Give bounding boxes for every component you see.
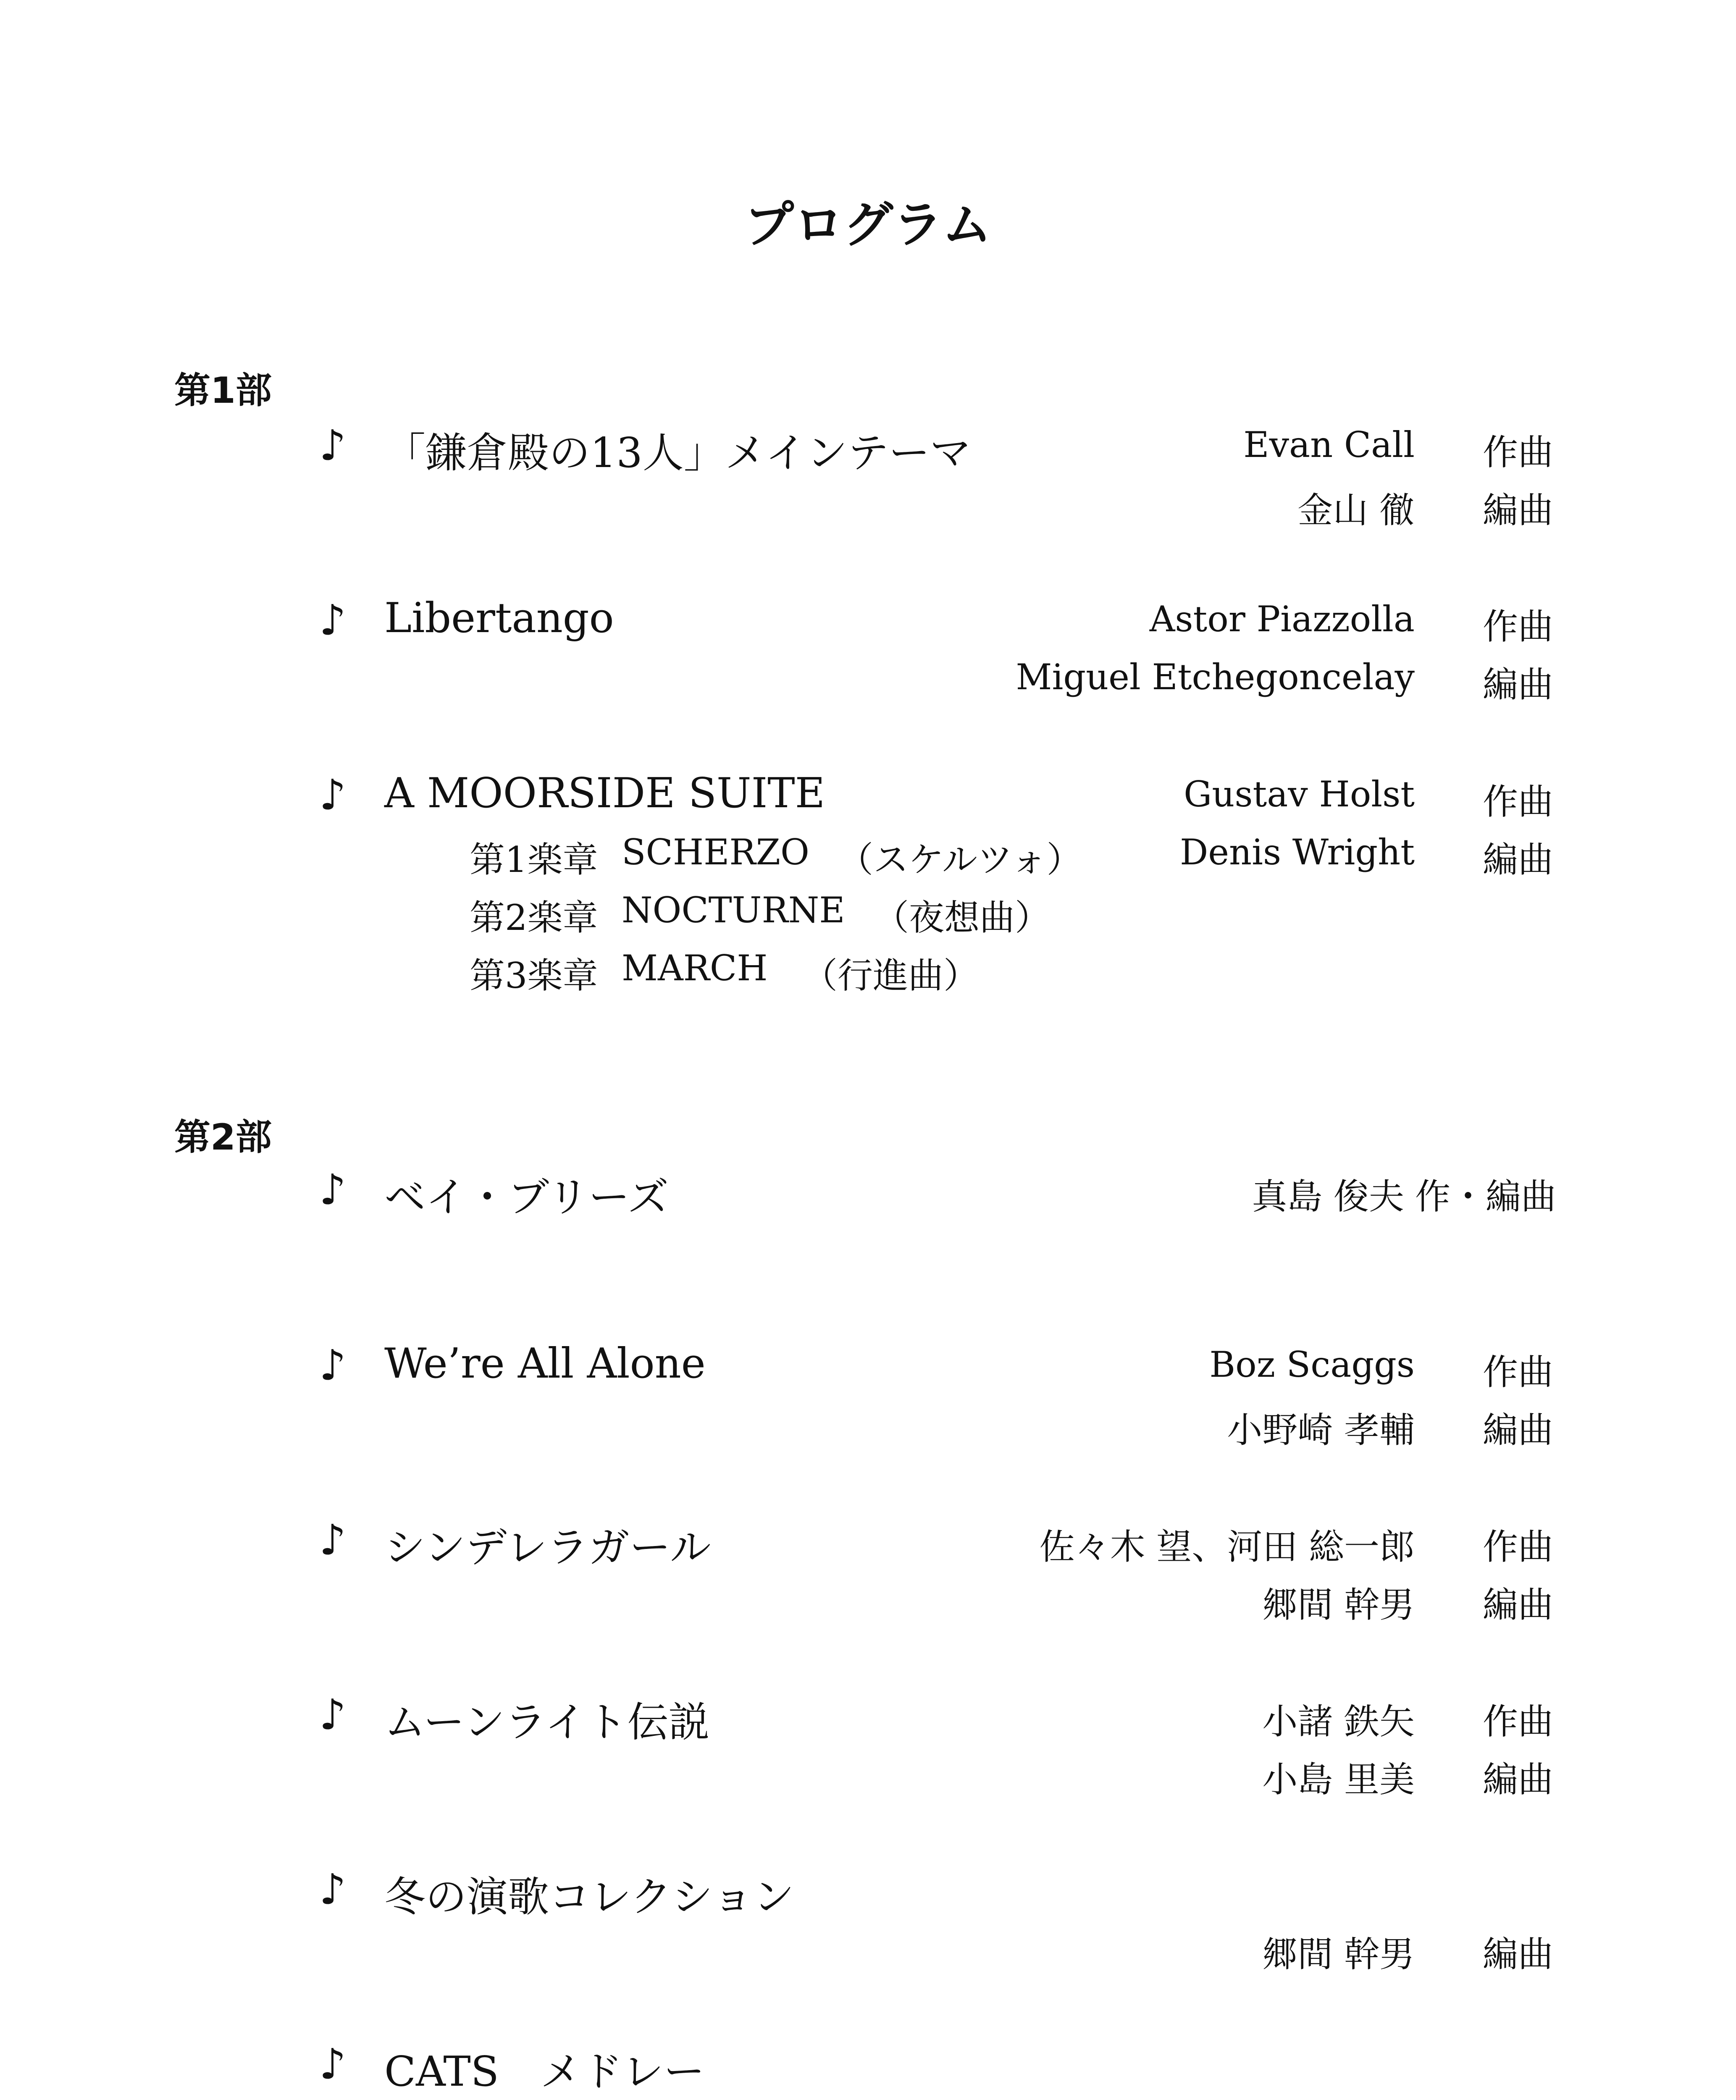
music-note-icon: ♪	[319, 1515, 346, 1564]
credit-role: 作曲	[1483, 432, 1554, 473]
credit-name: Denis Wright	[1179, 832, 1415, 873]
movement-number: 第1楽章	[470, 839, 598, 880]
credit-role: 編曲	[1483, 490, 1554, 531]
movement-name: MARCH	[622, 948, 768, 989]
credit-name: Boz Scaggs	[1209, 1344, 1415, 1385]
credit-role: 作曲	[1483, 606, 1554, 647]
part1-heading: 第1部	[174, 370, 272, 412]
music-note-icon: ♪	[319, 1865, 346, 1914]
credit-name: Evan Call	[1243, 424, 1415, 465]
credit-role: 作曲	[1483, 781, 1554, 822]
piece-title: We’re All Alone	[384, 1340, 706, 1388]
piece-title: Libertango	[384, 594, 614, 642]
credit-name: 真島 俊夫	[1252, 1176, 1404, 1217]
movement-number: 第2楽章	[470, 897, 598, 938]
piece-title: ムーンライト伝説	[384, 1698, 710, 1746]
credit-name: 郷間 幹男	[1262, 1934, 1415, 1975]
music-note-icon: ♪	[319, 1341, 346, 1390]
credit-name: 小島 里美	[1262, 1759, 1415, 1800]
music-note-icon: ♪	[319, 596, 346, 645]
credit-role: 作・編曲	[1415, 1176, 1556, 1217]
piece-title: CATS メドレー	[384, 2048, 705, 2096]
credit-name: 金山 徹	[1297, 490, 1415, 531]
movement-japanese: （夜想曲）	[874, 897, 1051, 938]
credit-name: Miguel Etchegoncelay	[1016, 656, 1415, 698]
credit-role: 編曲	[1483, 839, 1554, 880]
piece-title: 冬の演歌コレクション	[384, 1873, 795, 1921]
credit-role: 作曲	[1483, 1526, 1554, 1567]
movement-japanese: （行進曲）	[802, 955, 979, 996]
piece-title: A MOORSIDE SUITE	[384, 769, 825, 817]
movement-japanese: （スケルツォ）	[838, 839, 1082, 880]
credit-role: 編曲	[1483, 1934, 1554, 1975]
credit-name: 小野崎 孝輔	[1227, 1410, 1415, 1451]
music-note-icon: ♪	[319, 770, 346, 819]
credit-name: 小諸 鉄矢	[1262, 1701, 1415, 1742]
page-title: プログラム	[744, 196, 992, 254]
music-note-icon: ♪	[319, 2040, 346, 2089]
music-note-icon: ♪	[319, 1690, 346, 1739]
credit-name: 佐々木 望、河田 総一郎	[1039, 1526, 1415, 1567]
credit-name: Astor Piazzolla	[1149, 598, 1415, 640]
credit-role: 編曲	[1483, 664, 1554, 705]
credit-role: 編曲	[1483, 1410, 1554, 1451]
credit-role: 編曲	[1483, 1759, 1554, 1800]
movement-name: SCHERZO	[622, 832, 809, 873]
credit-name: 郷間 幹男	[1262, 1584, 1415, 1625]
piece-title: ベイ・ブリーズ	[384, 1173, 669, 1221]
credit-role: 編曲	[1483, 1584, 1554, 1625]
credit-name: Gustav Holst	[1184, 774, 1415, 815]
movement-number: 第3楽章	[470, 955, 598, 996]
music-note-icon: ♪	[319, 1165, 346, 1214]
part2-heading: 第2部	[174, 1116, 272, 1158]
credit-role: 作曲	[1483, 1352, 1554, 1393]
movement-name: NOCTURNE	[622, 890, 845, 931]
music-note-icon: ♪	[319, 421, 346, 470]
credit-role: 作曲	[1483, 1701, 1554, 1742]
piece-title: シンデレラガール	[384, 1524, 711, 1572]
piece-title: 「鎌倉殿の13人」メインテーマ	[384, 429, 971, 477]
